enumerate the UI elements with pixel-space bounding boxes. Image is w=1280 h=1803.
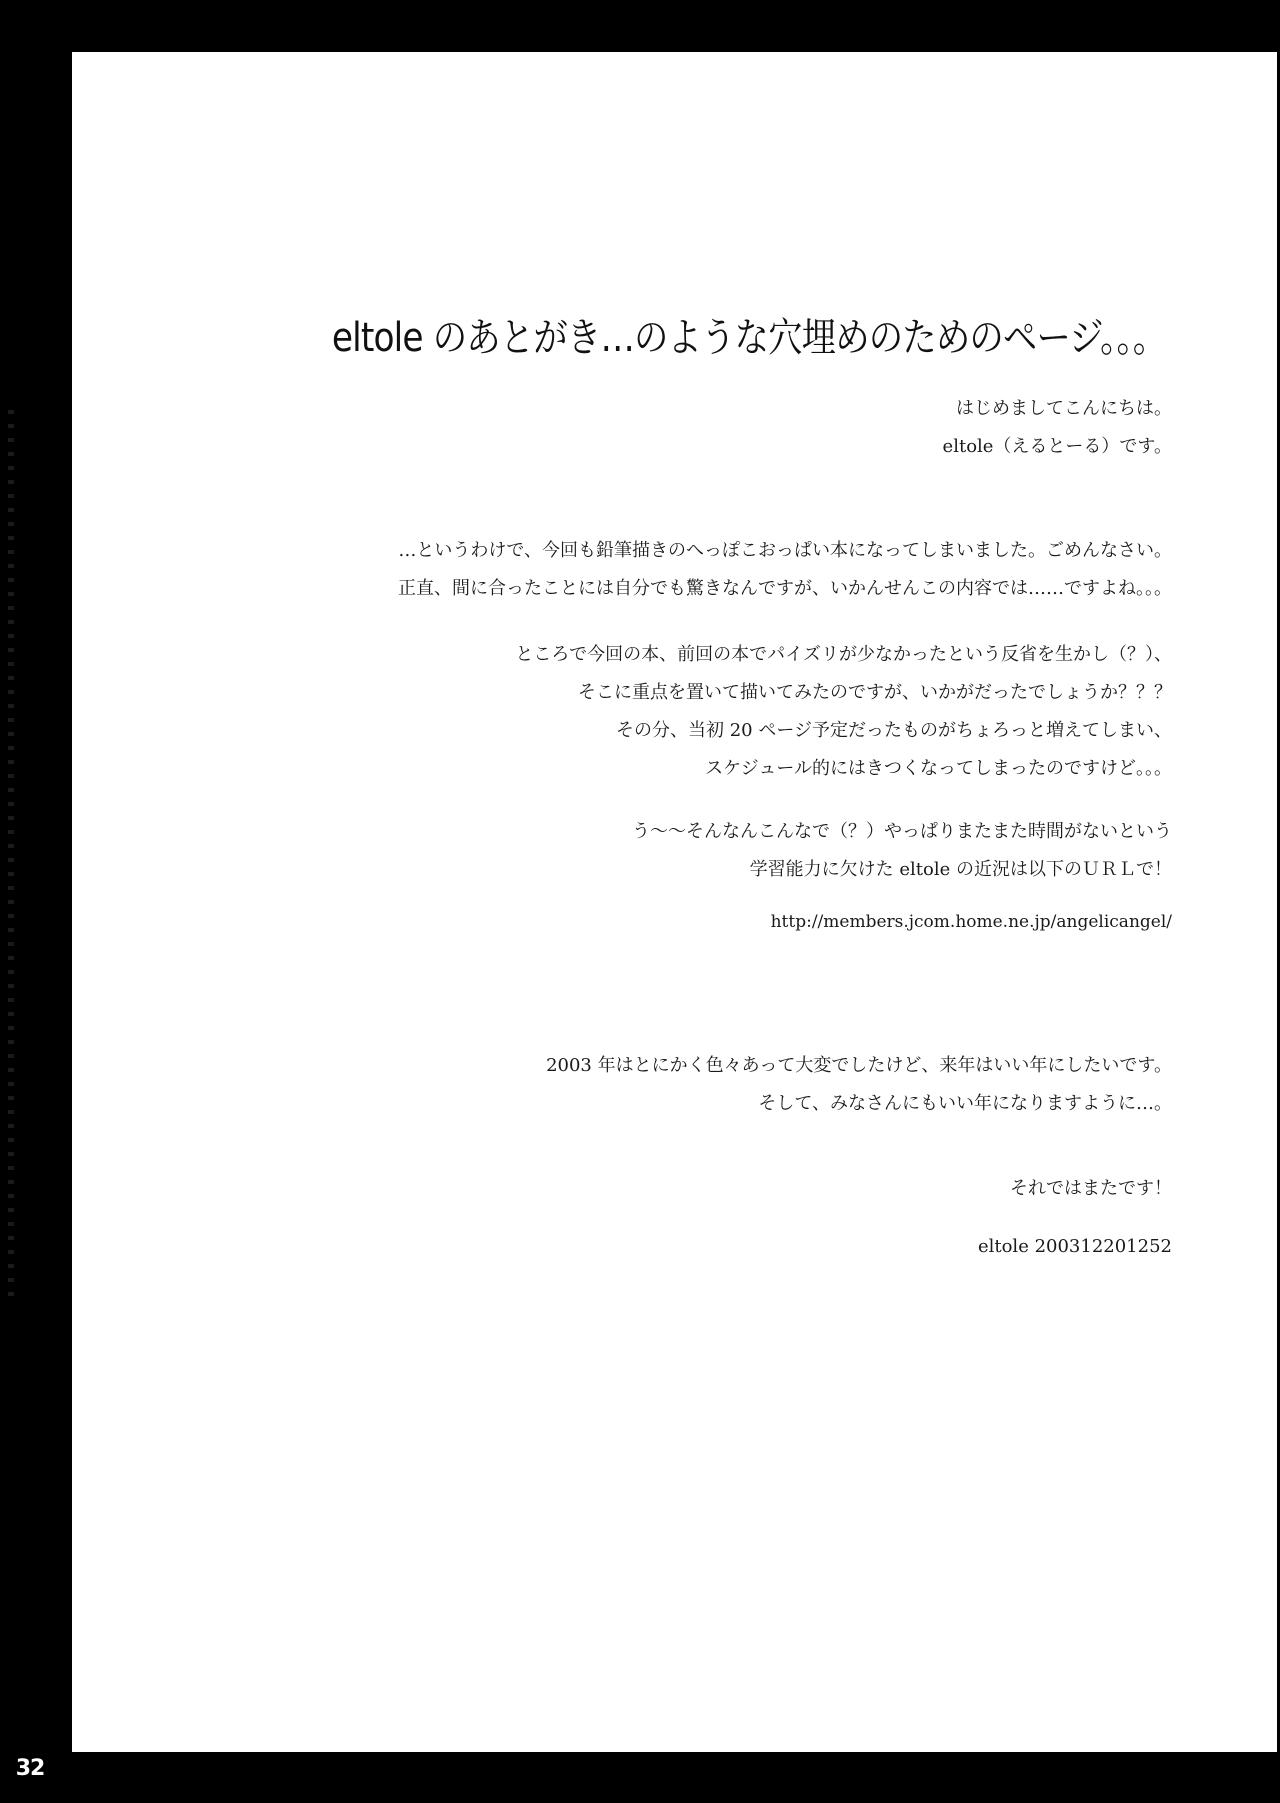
paragraph-line: 正直、間に合ったことには自分でも驚きなんですが、いかんせんこの内容では……ですよね。。。 <box>398 578 1172 599</box>
greeting-line: eltole（えるとーる）です。 <box>942 436 1172 457</box>
closing-line <box>1010 1170 1172 1208</box>
signature <box>978 1228 1172 1266</box>
paragraph-content <box>515 636 1172 788</box>
paragraph-line: …というわけで、今回も鉛筆描きのへっぽこおっぱい本になってしまいました。ごめんなさい。 <box>398 540 1172 561</box>
paragraph-line: う～～そんなんこんなで（？）やっぱりまたまた時間がないという <box>632 821 1172 842</box>
afterword-page <box>72 52 1277 1752</box>
page-number: 32 <box>15 1756 45 1781</box>
paragraph-line: 2003 年はとにかく色々あって大変でしたけど、来年はいい年にしたいです。 <box>546 1055 1172 1076</box>
paragraph-line: そこに重点を置いて描いてみたのですが、いかがだったでしょうか？？？ <box>578 682 1172 703</box>
paragraph-apology <box>398 532 1172 608</box>
paragraph-line: スケジュール的にはきつくなってしまったのですけど。。。 <box>705 758 1172 779</box>
scan-edge <box>8 400 14 1300</box>
greeting-block <box>943 390 1172 466</box>
paragraph-line: その分、当初 20 ページ予定だったものがちょろっと増えてしまい、 <box>616 720 1172 741</box>
url-text[interactable]: http://members.jcom.home.ne.jp/angelicangel/ <box>770 912 1172 932</box>
website-url[interactable] <box>771 903 1172 941</box>
paragraph-news <box>632 813 1172 889</box>
paragraph-line: そして、みなさんにもいい年になりますように…。 <box>758 1093 1172 1114</box>
page-title: eltole のあとがき…のような穴埋めのためのページ。。。 <box>331 315 1166 361</box>
paragraph-line: ところで今回の本、前回の本でパイズリが少なかったという反省を生かし（？）、 <box>515 644 1172 665</box>
paragraph-line: 学習能力に欠けた eltole の近況は以下のＵＲＬで！ <box>749 859 1172 880</box>
paragraph-new-year <box>546 1047 1172 1123</box>
greeting-line: はじめましてこんにちは。 <box>956 398 1172 419</box>
closing-text: それではまたです！ <box>1010 1178 1172 1199</box>
signature-text: eltole 200312201252 <box>977 1236 1172 1257</box>
